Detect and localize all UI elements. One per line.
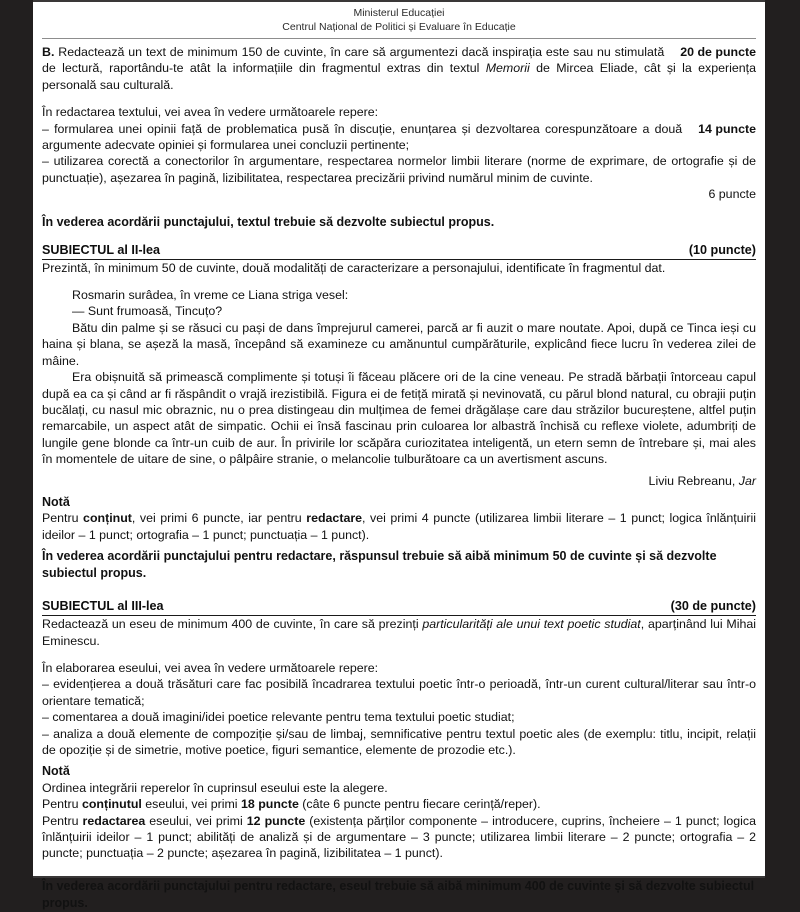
task-b-paragraph xyxy=(42,44,756,93)
spacer xyxy=(42,862,756,878)
task-b-bullet-2-points: 6 puncte xyxy=(708,187,756,202)
attribution-author: Liviu Rebreanu, xyxy=(648,473,739,488)
spacer xyxy=(42,649,756,660)
nota-3-text-a: Pentru xyxy=(42,813,83,828)
subject-3-heading xyxy=(42,598,756,616)
subject-3-title: SUBIECTUL al III-lea xyxy=(42,599,164,614)
excerpt-line: — Sunt frumoasă, Tincuțo? xyxy=(72,304,223,319)
subject-2-nota-text xyxy=(42,510,756,543)
subject-2-heading xyxy=(42,242,756,260)
subject-2-title: SUBIECTUL al II-lea xyxy=(42,242,161,257)
attribution-work: Jar xyxy=(738,473,756,488)
spacer xyxy=(42,231,756,242)
header-center-line: Centrul Național de Politici și Evaluare în Educație xyxy=(282,20,516,33)
nota-2-text-a: Pentru xyxy=(42,797,82,812)
nota-3-text-b: eseului, vei primi xyxy=(145,813,247,828)
task-b-intro: În redactarea textului, vei avea în vedere următoarele repere: xyxy=(42,105,379,120)
nota-text-2: , vei primi 6 puncte, iar pentru xyxy=(131,511,307,526)
subject-3-bullet-1: – evidențierea a două trăsături care fac posibilă încadrarea textului poetic într-o perioadă, într-un curent cultural/literar sau într-o orientare tematică; xyxy=(42,677,756,708)
nota-3-bold-redactarea: redactarea xyxy=(82,813,146,828)
excerpt-line: Era obișnuită să primească complimente și totuși îi făceau plăcere ori de la cine veneau. Pe stradă bărbații întorceau capul după ea ca și când ar fi răspândit o vrajă irezistibilă. Figura ei de fetiță mirată și nevinovată, cu părul blond natural, cu obrajii puțin bucălați, cu nasul mic obraznic, nu o prea distingeau din mulțimea de femei drăgălașe care dau străzilor bucureștene, altfel puțin remarcabile, un aspect atât de simpatic. Ochii ei însă fascinau prin culoarea lor albastră închisă cu reflexe violete, adumbriți de lungile gene blonde ca într-un cuib de aur. În privirile lor scăpăra curiozitatea inteligentă, un etern semn de întrebare și, mai ales în momentele de uitare de sine, o pâlpâire stranie, o melancolie tulburătoare ca un avertisment ascuns. xyxy=(42,370,756,467)
subject-3-nota-line-1: Ordinea integrării reperelor în cuprinsul eseului este la alegere. xyxy=(42,780,388,795)
task-b-label: B. xyxy=(42,45,55,59)
subject-3-nota-line-2 xyxy=(42,796,756,812)
nota-bold-continut: conținut xyxy=(83,511,132,526)
subject-3-points: (30 de puncte) xyxy=(670,599,756,614)
subject-2-prompt: Prezintă, în minimum 50 de cuvinte, două modalități de caracterizare a personajului, identificate în fragmentul dat. xyxy=(42,260,666,275)
task-b-note: În vederea acordării punctajului, textul trebuie să dezvolte subiectul propus. xyxy=(42,214,495,229)
nota-2-text-c: (câte 6 puncte pentru fiecare cerință/reper). xyxy=(298,797,541,812)
subject-3-bullet-2: – comentarea a două imagini/idei poetice relevante pentru tema textului poetic studiat; xyxy=(42,710,515,725)
subject-3-prompt-part-2: , aparținând lui Mihai Eminescu. xyxy=(42,617,756,648)
nota-2-text-b: eseului, vei primi xyxy=(141,797,241,812)
subject-2-final-note: În vederea acordării punctajului pentru redactare, răspunsul trebuie să aibă minimum 50 de cuvinte și să dezvolte subiectul propus. xyxy=(42,549,717,581)
subject-2-nota-label: Notă xyxy=(42,494,70,509)
header-divider xyxy=(42,38,756,39)
document-body xyxy=(42,44,756,912)
nota-text-1: Pentru xyxy=(42,511,84,526)
task-b-italic-title: Memorii xyxy=(485,61,530,76)
task-b-bullet-2 xyxy=(42,153,756,186)
spacer xyxy=(42,203,756,214)
task-b-bullet-1-points: 14 puncte xyxy=(698,121,756,136)
task-b-bullet-1 xyxy=(42,121,756,154)
task-b-points: 20 de puncte xyxy=(680,45,756,59)
subject-3-nota-line-3 xyxy=(42,813,756,862)
nota-text-3: , vei primi 4 puncte (utilizarea limbii literare – 1 punct; logica înlănțuirii ideilor – 1 punct; ortografia – 1 punct; punctuația – 1 punct). xyxy=(42,511,756,542)
header-ministry-line: Ministerul Educației xyxy=(353,7,445,19)
excerpt-line: Bătu din palme și se răsuci cu pași de dans împrejurul camerei, parcă ar fi auzit o mare noutate. Apoi, după ce Tinca ieși cu haina și blana, se așeză la masă, începând să examineze cu amănuntul cumpărăturile, explicând fiece lucru în vederea zilei de mâine. xyxy=(42,320,756,368)
excerpt-line: Rosmarin surâdea, în vreme ce Liana striga vesel: xyxy=(72,288,349,303)
task-b-text-part-1: Redactează un text de minimum 150 de cuvinte, în care să argumentezi dacă inspirația este sau nu stimulată de lectură, raportându-te atât la informațiile din fragmentul extras din textul xyxy=(42,45,665,76)
scanned-exam-page xyxy=(33,0,765,910)
subject-3-intro: În elaborarea eseului, vei avea în vedere următoarele repere: xyxy=(42,660,379,675)
spacer xyxy=(42,582,756,598)
task-b-bullet-2-text: – utilizarea corectă a conectorilor în argumentare, respectarea normelor limbii literare (norme de exprimare, de ortografie și de punctuație), așezarea în pagină, lizibilitatea, respectarea precizării privind numărul minim de cuvinte. xyxy=(42,154,756,185)
spacer xyxy=(42,93,756,104)
nota-bold-redactare: redactare xyxy=(306,511,363,526)
task-b-text-part-2: de Mircea Eliade, cât și la experiența personală sau culturală. xyxy=(42,61,756,92)
subject-3-prompt-part-1: Redactează un eseu de minimum 400 de cuvinte, în care să prezinți xyxy=(42,617,423,632)
subject-3-prompt-italic: particularități ale unui text poetic studiat xyxy=(422,617,641,632)
nota-3-text-c: (existența părților componente – introducere, cuprins, încheiere – 1 punct; logica înlănțuirii ideilor – 1 punct; abilități de analiză și de argumentare – 3 puncte; utilizarea limbii literare – 2 puncte; ortografia – 2 puncte; punctuația – 2 puncte; așezarea în pagină, lizibilitatea – 1 punct). xyxy=(42,813,756,861)
subject-3-nota-label: Notă xyxy=(42,764,70,779)
subject-2-points: (10 puncte) xyxy=(688,242,756,257)
task-b-bullet-1-text: – formularea unei opinii față de problematica pusă în discuție, enunțarea și dezvoltarea corespunzătoare a două argumente adecvate opiniei și formularea unei concluzii pertinente; xyxy=(42,121,683,153)
subject-3-final-note: În vederea acordării punctajului pentru redactare, eseul trebuie să aibă minimum 400 de cuvinte și să dezvolte subiectul propus. xyxy=(42,878,755,910)
subject-2-attribution xyxy=(42,473,756,489)
nota-2-bold-continutul: conținutul xyxy=(81,797,142,812)
nota-2-bold-18-puncte: 18 puncte xyxy=(241,797,299,812)
document-header xyxy=(42,5,756,34)
spacer xyxy=(42,276,756,287)
nota-3-bold-12-puncte: 12 puncte xyxy=(246,813,306,828)
subject-3-bullet-3: – analiza a două elemente de compoziție și/sau de limbaj, semnificative pentru textul poetic ales (de exemplu: titlu, incipit, relații de opoziție și de simetrie, motive poetice, figuri semantice, elemente de prozodie etc.). xyxy=(42,726,756,757)
subject-2-excerpt xyxy=(42,287,756,467)
subject-3-prompt xyxy=(42,616,756,649)
